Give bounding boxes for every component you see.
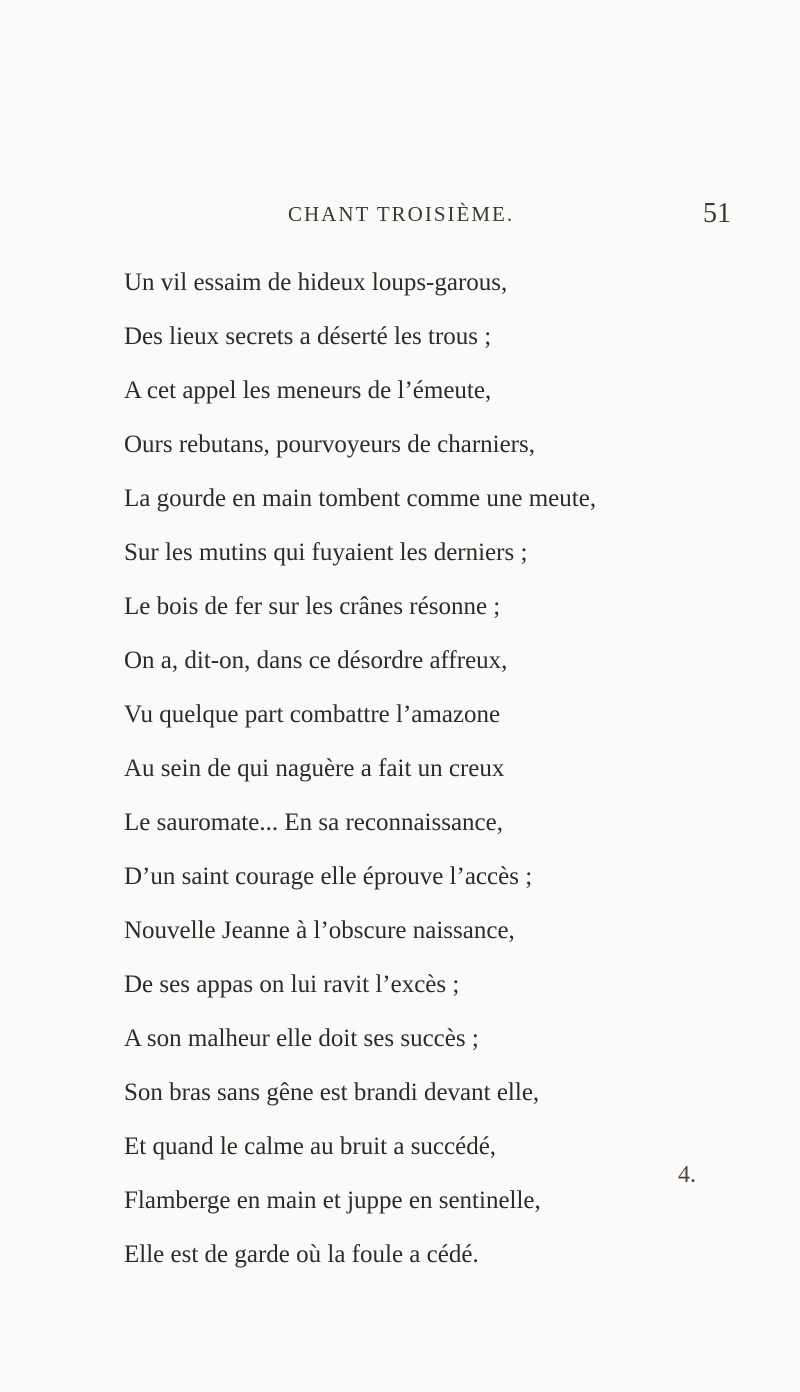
- verse-line: Vu quelque part combattre l’amazone: [124, 701, 501, 728]
- verse-line: Sur les mutins qui fuyaient les derniers ;: [124, 539, 528, 566]
- verse-line: On a, dit-on, dans ce désordre affreux,: [124, 647, 508, 674]
- signature-mark: 4.: [678, 1162, 696, 1188]
- verse-line: Nouvelle Jeanne à l’obscure naissance,: [124, 917, 515, 944]
- verse-line: Flamberge en main et juppe en sentinelle,: [124, 1187, 541, 1214]
- verse-line: A son malheur elle doit ses succès ;: [124, 1025, 479, 1052]
- verse-line: Et quand le calme au bruit a succédé,: [124, 1133, 497, 1160]
- verse-line: Au sein de qui naguère a fait un creux: [124, 755, 505, 782]
- running-head: [0, 198, 800, 238]
- verse-line: Le sauromate... En sa reconnaissance,: [124, 809, 504, 836]
- verse-line: Elle est de garde où la foule a cédé.: [124, 1241, 479, 1268]
- verse-line: Un vil essaim de hideux loups-garous,: [124, 269, 508, 296]
- verse-line: La gourde en main tombent comme une meute,: [124, 485, 597, 512]
- page-number: 51: [703, 198, 731, 229]
- running-title: CHANT TROISIÈME.: [288, 202, 515, 226]
- verse-line: Des lieux secrets a déserté les trous ;: [124, 323, 492, 350]
- verse-line: D’un saint courage elle éprouve l’accès ;: [124, 863, 533, 890]
- verse-line: Son bras sans gêne est brandi devant elle,: [124, 1079, 540, 1106]
- verse-line: A cet appel les meneurs de l’émeute,: [124, 377, 492, 404]
- verse-line: Le bois de fer sur les crânes résonne ;: [124, 593, 501, 620]
- verse-line: Ours rebutans, pourvoyeurs de charniers,: [124, 431, 535, 458]
- verse-line: De ses appas on lui ravit l’excès ;: [124, 971, 460, 998]
